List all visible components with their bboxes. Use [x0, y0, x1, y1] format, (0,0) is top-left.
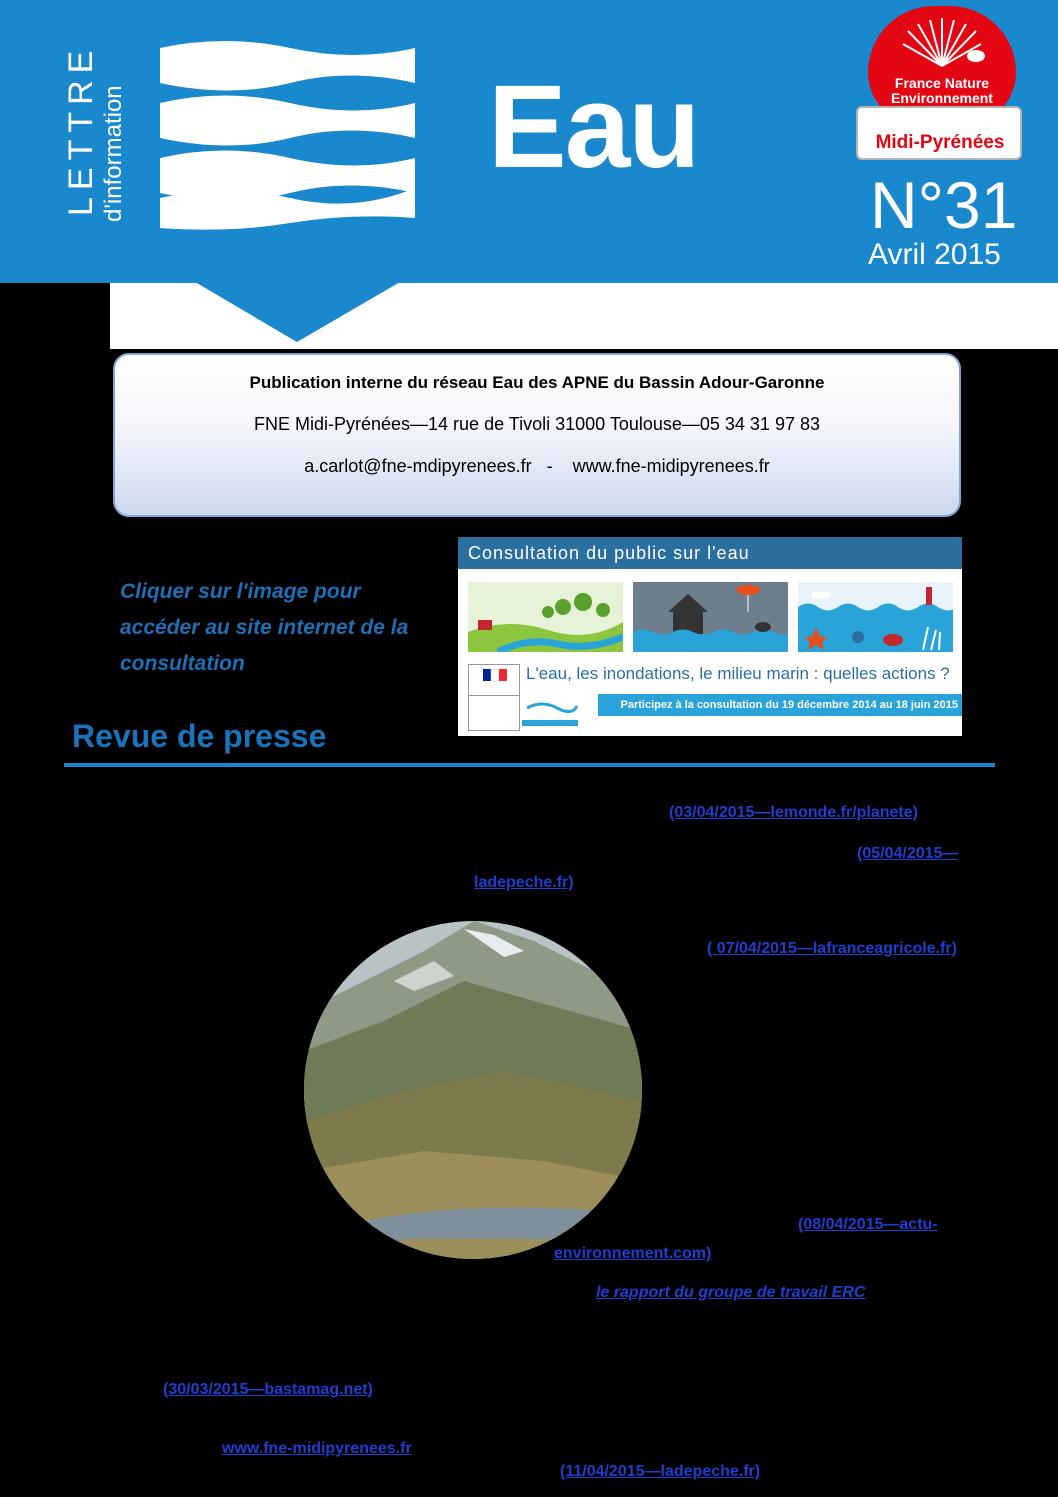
publication-info-box: [113, 353, 961, 517]
waves-icon: [155, 38, 420, 238]
flood-illustration: [633, 582, 788, 652]
chevron-down-icon: [195, 282, 400, 344]
consultation-instruction: Cliquer sur l'image pour accéder au site internet de la consultation: [120, 580, 409, 675]
lettre-information-label: [0, 0, 127, 283]
press-link-rapport-erc[interactable]: le rapport du groupe de travail ERC: [596, 1284, 866, 1301]
lettre-text: LETTRE: [62, 43, 100, 216]
fne-logo[interactable]: [856, 6, 1026, 164]
marine-illustration: [798, 582, 953, 652]
mountain-lake-photo: [304, 921, 642, 1259]
fne-logo-name: France Nature Environnement: [891, 75, 993, 106]
press-link-actu-environnement-cont[interactable]: environnement.com): [554, 1245, 712, 1262]
ministry-logo: [468, 695, 520, 731]
press-link-actu-environnement[interactable]: (08/04/2015—actu-: [798, 1216, 938, 1233]
press-link-fne-website[interactable]: www.fne-midipyrenees.fr: [222, 1440, 412, 1457]
landscape-illustration: [468, 582, 623, 652]
section-divider: [64, 763, 995, 767]
press-link-bastamag[interactable]: (30/03/2015—bastamag.net): [163, 1381, 373, 1398]
publication-address: FNE Midi-Pyrénées—14 rue de Tivoli 31000 Toulouse—05 34 31 97 83: [253, 414, 820, 434]
consultation-banner-title: Consultation du public sur l'eau: [458, 537, 962, 569]
press-link-ladepeche-1[interactable]: (05/04/2015—: [857, 845, 959, 862]
press-link-ladepeche-2[interactable]: (11/04/2015—ladepeche.fr): [560, 1463, 761, 1480]
consultation-dates: Participez à la consultation du 19 décembre 2014 au 18 juin 2015: [598, 694, 962, 716]
issue-number: N°31: [870, 168, 1018, 242]
consultation-banner[interactable]: [458, 537, 962, 736]
publication-info-title: Publication interne du réseau Eau des APNE du Bassin Adour-Garonne: [249, 373, 825, 392]
comite-bassin-logo: [522, 692, 578, 730]
section-title: Revue de presse: [72, 718, 327, 754]
publication-contact[interactable]: a.carlot@fne-mdipyrenees.fr - www.fne-midipyrenees.fr: [304, 456, 770, 476]
consultation-question: L'eau, les inondations, le milieu marin : quelles actions ?: [526, 664, 950, 683]
information-text: d'information: [100, 85, 127, 222]
newsletter-title: Eau: [488, 61, 699, 193]
press-link-lafranceagricole[interactable]: ( 07/04/2015—lafranceagricole.fr): [707, 940, 957, 957]
hedgehog-icon: [868, 6, 1016, 76]
marianne-logo: [468, 664, 520, 696]
issue-date: Avril 2015: [868, 238, 1001, 271]
press-link-lemonde[interactable]: (03/04/2015—lemonde.fr/planete): [669, 804, 918, 821]
press-link-ladepeche-1-cont[interactable]: ladepeche.fr): [474, 874, 574, 891]
fne-logo-region: Midi-Pyrénées: [875, 132, 1005, 153]
